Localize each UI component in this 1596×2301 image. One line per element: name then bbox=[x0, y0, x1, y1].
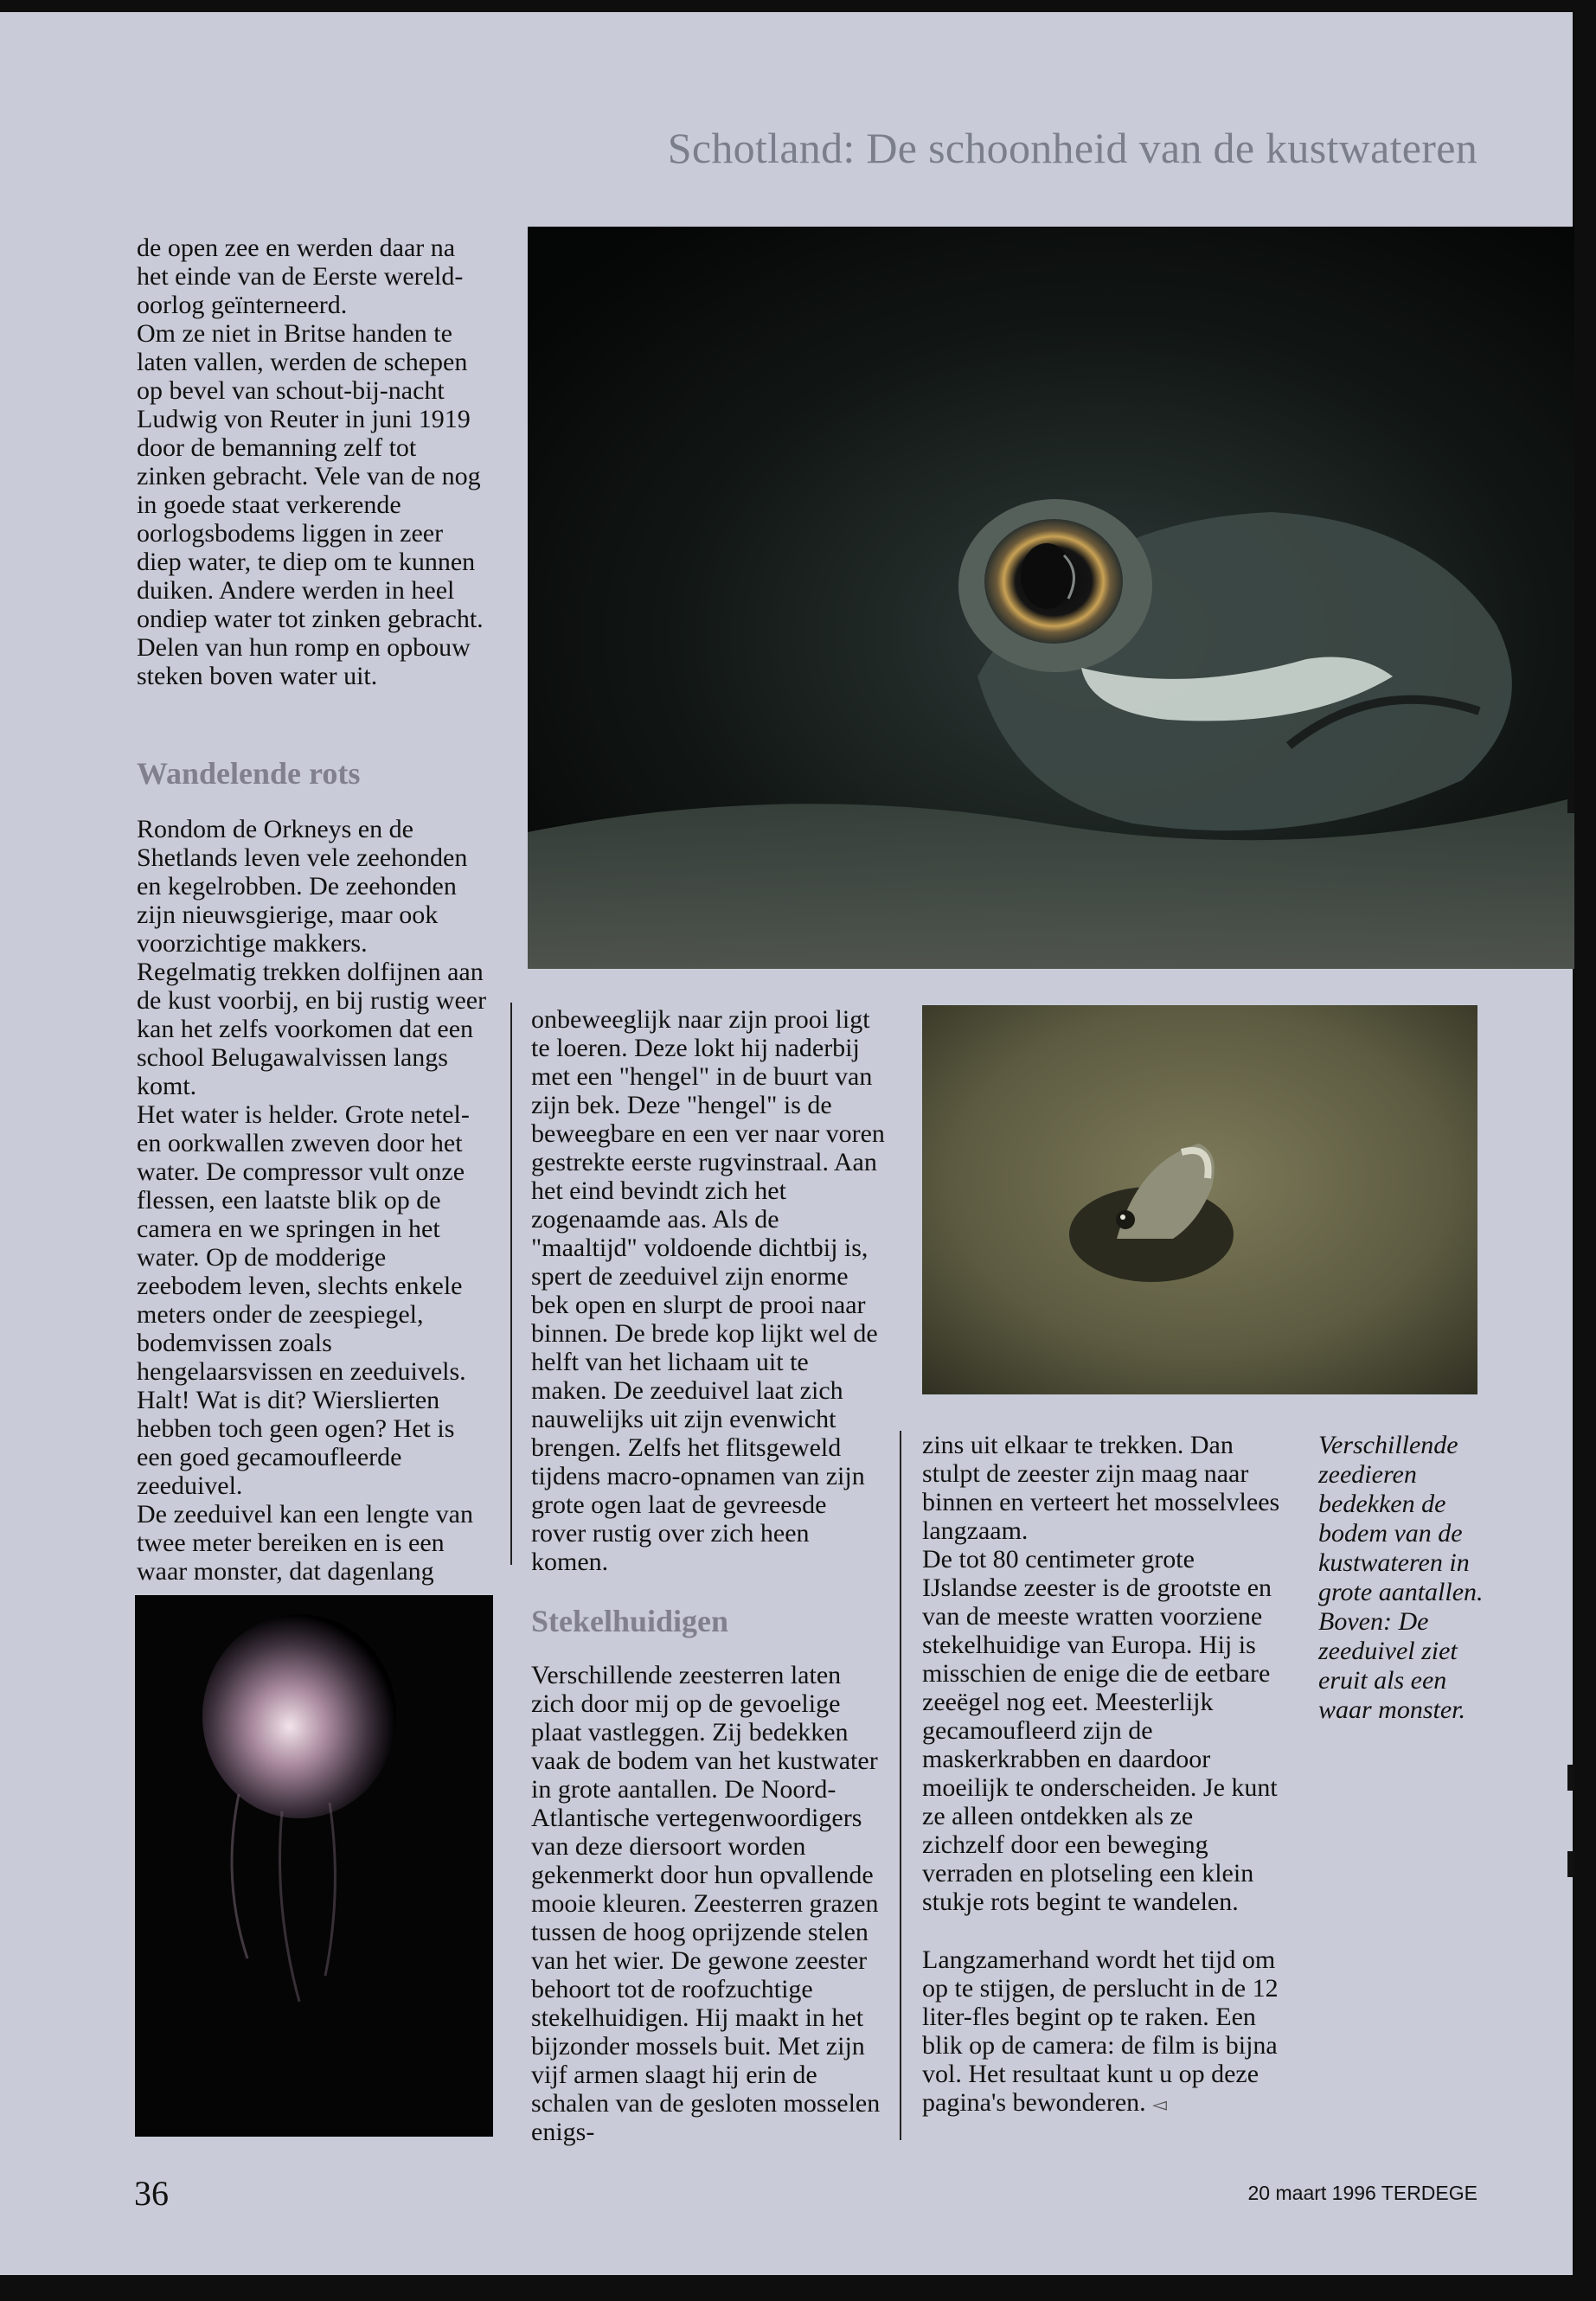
column-divider bbox=[900, 1431, 901, 2140]
paragraph: Rondom de Orkneys en de Shetlands leven vele zeehonden en kegelrobben. De zeehonden zijn nieuwsgierige, maar ook voorzichtige makkers. Regelmatig trekken dolfijnen aan de kust voorbij, en bij rustig weer kan het zelfs voorkomen dat een school Belugawalvissen langs komt. bbox=[137, 815, 487, 1100]
page-header-title: Schotland: De schoonheid van de kustwateren bbox=[667, 124, 1477, 172]
paragraph bbox=[922, 1945, 1281, 2118]
section-heading: Stekelhuidigen bbox=[531, 1604, 729, 1638]
column-middle bbox=[531, 1005, 888, 1576]
paragraph: Het water is helder. Grote netel- en oorkwallen zweven door het water. De compressor vult onze flessen, een laatste blik op de camera en we springen in het water. Op de modderige zeebodem leven, slechts enkele meters onder de zeespiegel, bodemvissen zoals hengelaarsvissen en zeeduivels. Halt! Wat is dit? Wierslierten hebben toch geen ogen? Het is een goed gecamoufleerde zeeduivel. bbox=[137, 1100, 470, 1500]
column-right bbox=[922, 1431, 1281, 2118]
column-left-top bbox=[137, 234, 491, 690]
fish-in-sand-illustration bbox=[922, 1005, 1477, 1394]
scan-edge-mark bbox=[1567, 779, 1574, 813]
paragraph: Verschillende zeesterren laten zich door mij op de gevoelige plaat vastleggen. Zij bedekken vaak de bodem van het kustwater in grote aantallen. De Noord-Atlantische vertegenwoordigers van deze diersoort worden gekenmerkt door hun opvallende mooie kleuren. Zeesterren grazen tussen de hoog oprijzende stelen van het wier. De gewone zeester behoort tot de roofzuchtige stekelhuidigen. Hij maakt in het bijzonder mossels buit. Met zijn vijf armen slaagt hij erin de schalen van de gesloten mosselen enigs- bbox=[531, 1661, 881, 2146]
fish-in-sand-photo bbox=[922, 1005, 1477, 1394]
column-left-section bbox=[137, 756, 491, 1586]
caption-text: Verschillende zeedieren bedekken de bodem van de kustwateren in grote aantallen. bbox=[1318, 1431, 1484, 1606]
anglerfish-photo bbox=[528, 227, 1574, 969]
column-divider bbox=[510, 1003, 512, 1565]
paragraph: de open zee en werden daar na het einde van de Eerste wereld-oorlog geïnterneerd. bbox=[137, 234, 464, 319]
paragraph: Om ze niet in Britse handen te laten vallen, werden de schepen op bevel van schout-bij-nacht Ludwig von Reuter in juni 1919 door de bemanning zelf tot zinken gebracht. Vele van de nog in goede staat verkerende oorlogsbodems liggen in zeer diep water, te diep om te kunnen duiken. Andere werden in heel ondiep water tot zinken gebracht. Delen van hun romp en opbouw steken boven water uit. bbox=[137, 319, 484, 690]
page-number: 36 bbox=[134, 2174, 169, 2213]
caption-text: Boven: De zeeduivel ziet eruit als een waar monster. bbox=[1318, 1607, 1466, 1724]
paragraph: onbeweeglijk naar zijn prooi ligt te loeren. Deze lokt hij naderbij met een "hengel" in de buurt van zijn bek. Deze "hengel" is de beweegbare en een ver naar voren gestrekte eerste rugvinstraal. Aan het eind bevindt zich het zogenaamde aas. Als de "maaltijd" voldoende dichtbij is, spert de zeeduivel zijn enorme bek open en slurpt de prooi naar binnen. De brede kop lijkt wel de helft van het lichaam uit te maken. De zeeduivel laat zich nauwelijks uit zijn evenwicht brengen. Zelfs het flitsgeweld tijdens macro-opnamen van zijn grote ogen laat de gevreesde rover rustig over zich heen komen. bbox=[531, 1005, 885, 1576]
jellyfish-illustration bbox=[135, 1595, 493, 2137]
closing-text: Langzamerhand wordt het tijd om op te stijgen, de perslucht in de 12 liter-fles begint op te raken. Een blik op de camera: de film is bijna vol. Het resultaat kunt u op deze pagina's bewonderen. bbox=[922, 1945, 1279, 2117]
scan-edge-mark bbox=[1567, 1851, 1574, 1877]
end-of-article-marker: ◅ bbox=[1152, 2093, 1168, 2115]
column-middle-section bbox=[531, 1604, 888, 2146]
paragraph: De zeeduivel kan een lengte van twee meter bereiken en is een waar monster, dat dagenlang bbox=[137, 1500, 473, 1586]
scan-edge-mark bbox=[1567, 1765, 1574, 1791]
section-heading: Wandelende rots bbox=[137, 756, 361, 791]
anglerfish-illustration bbox=[528, 227, 1574, 969]
jellyfish-photo bbox=[135, 1595, 493, 2137]
magazine-page bbox=[0, 12, 1573, 2275]
photo-caption bbox=[1318, 1431, 1491, 1725]
paragraph: zins uit elkaar te trekken. Dan stulpt de zeester zijn maag naar binnen en verteert het mosselvlees langzaam. bbox=[922, 1431, 1280, 1545]
paragraph: De tot 80 centimeter grote IJslandse zeester is de grootste en van de meeste wratten voorziene stekelhuidige van Europa. Hij is misschien de enige die de eetbare zeeëgel nog eet. Meesterlijk gecamoufleerd zijn de maskerkrabben en daardoor moeilijk te onderscheiden. Je kunt ze alleen ontdekken als ze zichzelf door een beweging verraden en plotseling een klein stukje rots begint te wandelen. bbox=[922, 1545, 1278, 1916]
issue-footer: 20 maart 1996 TERDEGE bbox=[1247, 2182, 1477, 2204]
